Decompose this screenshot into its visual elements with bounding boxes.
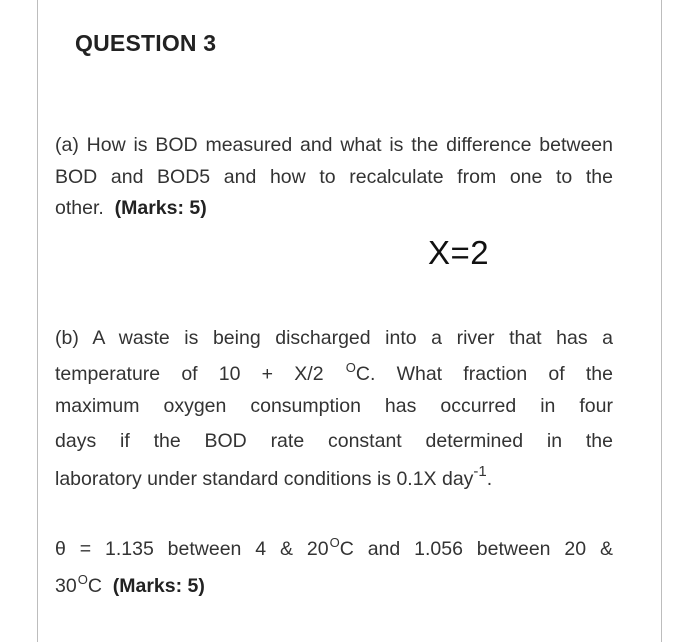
- left-border-line: [37, 0, 38, 642]
- part-b-line-1: (b) A waste is being discharged into a river that has a: [55, 327, 613, 349]
- part-b-line-2: [55, 358, 613, 390]
- degree-symbol: O: [329, 535, 340, 550]
- exponent-superscript: -1: [473, 463, 487, 480]
- right-border-line: [661, 0, 662, 642]
- part-c-marks: (Marks: 5): [112, 575, 205, 597]
- theta-line-2-start: 30: [55, 575, 77, 597]
- theta-line-1: [55, 531, 613, 567]
- part-b-line-4: days if the BOD rate constant determined in the: [55, 430, 613, 452]
- theta-line-2-end: C: [87, 575, 102, 597]
- question-title: QUESTION 3: [75, 30, 217, 56]
- given-x-value: X=2: [428, 234, 490, 271]
- degree-symbol: O: [77, 572, 88, 587]
- theta-line-1-end: C and 1.056 between 20 &: [339, 538, 613, 560]
- part-a-marks: (Marks: 5): [114, 197, 207, 219]
- part-b-line-2-start: temperature of 10 + X/2: [55, 363, 324, 385]
- part-a-paragraph: [55, 130, 613, 225]
- degree-symbol: O: [345, 360, 356, 375]
- theta-paragraph: [55, 531, 613, 605]
- part-b-paragraph: [55, 318, 613, 498]
- theta-line-2: [55, 567, 613, 605]
- part-b-line-5-end: .: [486, 468, 493, 490]
- part-b-line-2-end: C. What fraction of the: [355, 363, 613, 385]
- part-a-text: (a) How is BOD measured and what is the difference between BOD and BOD5 and how to recalculate from one to the other.: [55, 134, 613, 219]
- part-b-line-3: maximum oxygen consumption has occurred in four: [55, 395, 613, 417]
- part-b-line-5-start: laboratory under standard conditions is 0.1X day: [55, 468, 474, 490]
- part-b-line-5: [55, 460, 613, 498]
- theta-line-1-start: θ = 1.135 between 4 & 20: [55, 538, 329, 560]
